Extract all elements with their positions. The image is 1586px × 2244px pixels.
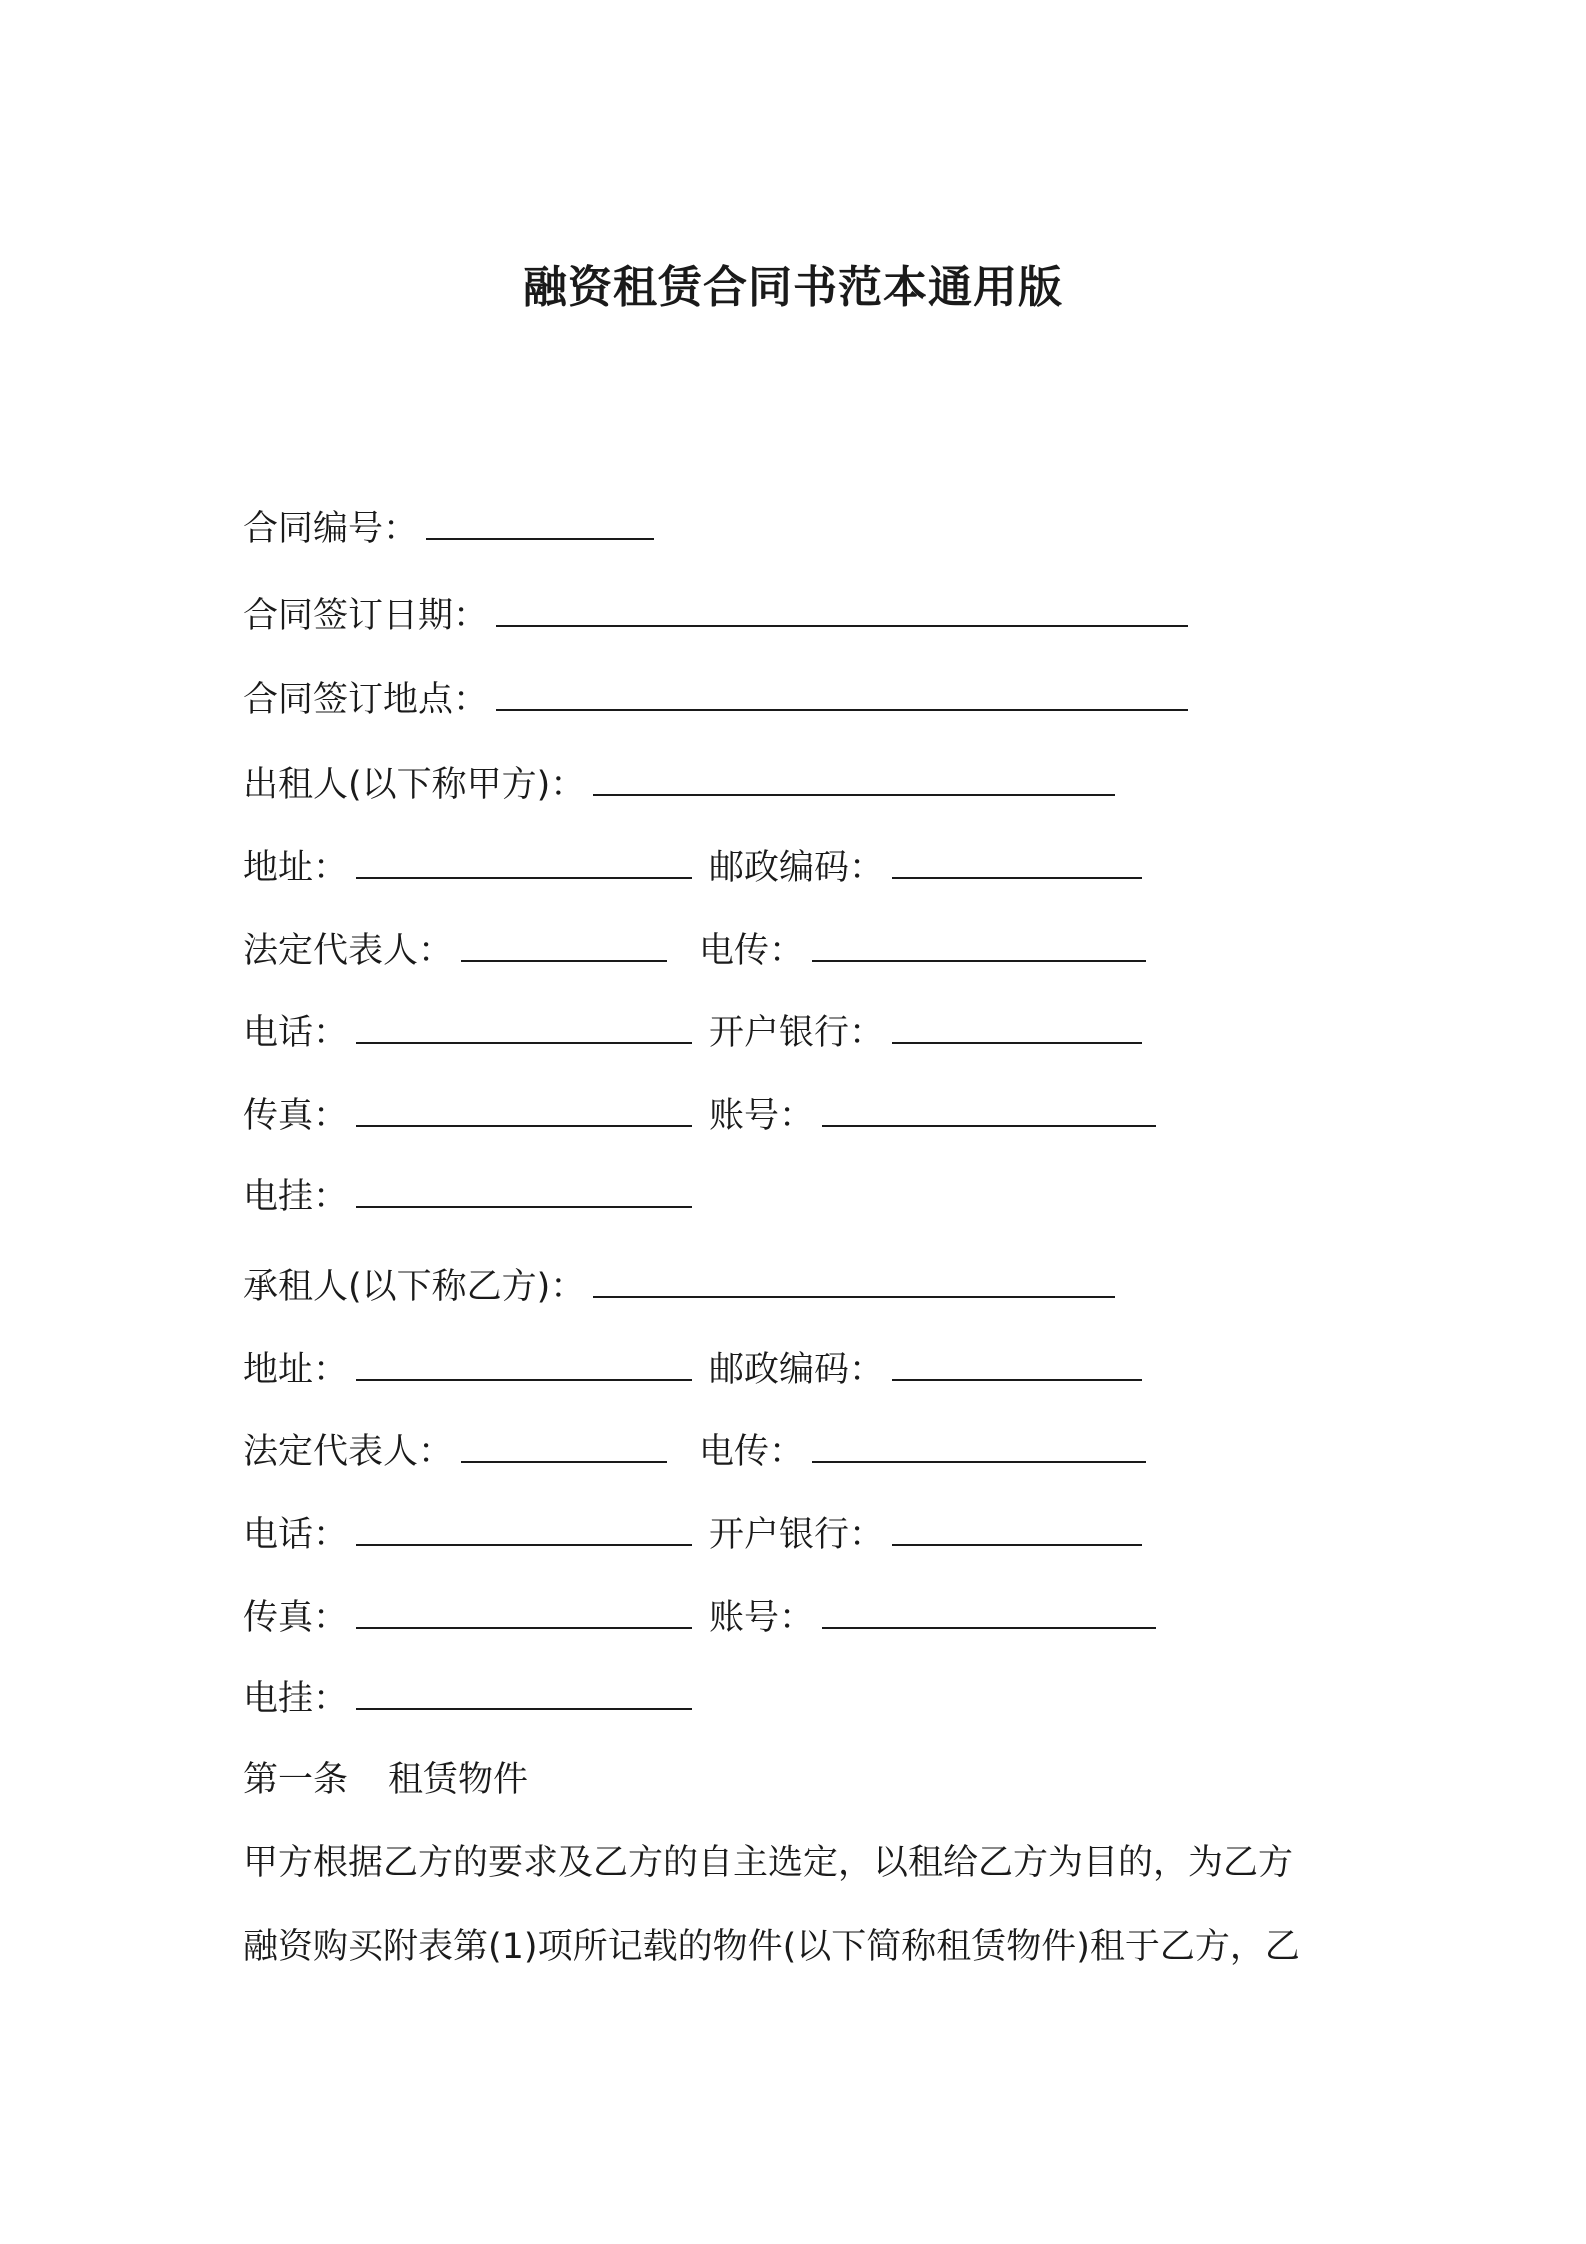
party-b-cable-blank[interactable] [356, 1674, 692, 1710]
contract-number-label: 合同编号： [243, 509, 419, 549]
sign-place-label: 合同签订地点： [243, 680, 489, 720]
party-a-fax-blank[interactable] [356, 1091, 692, 1127]
party-a-account-blank[interactable] [822, 1091, 1156, 1127]
party-b-fax-blank[interactable] [356, 1593, 692, 1629]
party-a-postcode-label: 邮政编码： [709, 848, 885, 888]
party-a-telex-blank[interactable] [812, 926, 1146, 962]
party-b-account-blank[interactable] [822, 1593, 1156, 1629]
party-a-postcode-blank[interactable] [892, 843, 1142, 879]
party-a-fax-label: 传真： [243, 1096, 349, 1136]
sign-date-label: 合同签订日期： [243, 596, 489, 636]
article-1-line-1: 甲方根据乙方的要求及乙方的自主选定，以租给乙方为目的，为乙方 [243, 1843, 1294, 1883]
article-1-number: 第一条 [243, 1760, 349, 1800]
party-b-name-blank[interactable] [593, 1262, 1115, 1298]
party-b-address-blank[interactable] [356, 1345, 692, 1381]
sign-date-blank[interactable] [496, 591, 1188, 627]
party-b-bank-blank[interactable] [892, 1510, 1142, 1546]
party-b-account-label: 账号： [709, 1598, 815, 1638]
party-b-address-label: 地址： [243, 1350, 349, 1390]
party-a-bank-blank[interactable] [892, 1008, 1142, 1044]
party-b-telex-label: 电传： [699, 1432, 805, 1472]
party-b-postcode-blank[interactable] [892, 1345, 1142, 1381]
party-a-cable-label: 电挂： [243, 1177, 349, 1217]
party-a-legal-rep-label: 法定代表人： [243, 931, 454, 971]
article-1-title: 租赁物件 [388, 1760, 529, 1800]
party-a-name-blank[interactable] [593, 760, 1115, 796]
party-a-legal-rep-blank[interactable] [461, 926, 667, 962]
party-a-cable-blank[interactable] [356, 1172, 692, 1208]
contract-number-blank[interactable] [426, 504, 654, 540]
party-b-telex-blank[interactable] [812, 1427, 1146, 1463]
party-b-postcode-label: 邮政编码： [709, 1350, 885, 1390]
party-a-account-label: 账号： [709, 1096, 815, 1136]
document-title: 融资租赁合同书范本通用版 [523, 262, 1063, 313]
party-a-address-blank[interactable] [356, 843, 692, 879]
party-b-legal-rep-label: 法定代表人： [243, 1432, 454, 1472]
party-a-label: 出租人(以下称甲方)： [243, 765, 586, 805]
party-a-telex-label: 电传： [699, 931, 805, 971]
article-1-heading [243, 1756, 528, 1804]
party-b-bank-label: 开户银行： [709, 1515, 885, 1555]
party-b-fax-label: 传真： [243, 1598, 349, 1638]
party-b-cable-label: 电挂： [243, 1679, 349, 1719]
article-1-line-2: 融资购买附表第(1)项所记载的物件(以下简称租赁物件)租于乙方，乙 [243, 1927, 1300, 1967]
party-b-phone-blank[interactable] [356, 1510, 692, 1546]
party-a-bank-label: 开户银行： [709, 1013, 885, 1053]
party-b-label: 承租人(以下称乙方)： [243, 1267, 586, 1307]
party-a-phone-blank[interactable] [356, 1008, 692, 1044]
party-a-address-label: 地址： [243, 848, 349, 888]
sign-place-blank[interactable] [496, 675, 1188, 711]
party-b-phone-label: 电话： [243, 1515, 349, 1555]
party-a-phone-label: 电话： [243, 1013, 349, 1053]
party-b-legal-rep-blank[interactable] [461, 1427, 667, 1463]
